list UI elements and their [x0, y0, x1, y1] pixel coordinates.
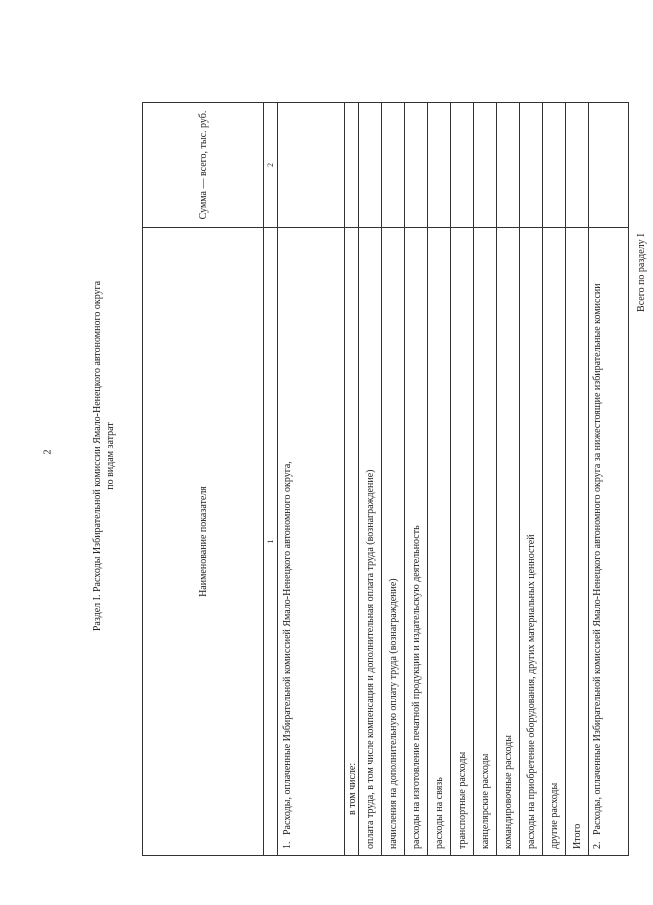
section1-label: Расходы, оплаченные Избирательной комиссией Ямало-Ненецкого автономного округа,: [282, 461, 293, 835]
column-index-1: 1: [264, 228, 278, 856]
table-row: [543, 103, 566, 856]
section-title: Раздел I. Расходы Избирательной комиссии Ямало-Ненецкого автономного округа: [92, 280, 103, 632]
sum-cell: [278, 103, 345, 228]
sum-cell: [474, 103, 497, 228]
row-label: [589, 228, 629, 856]
sum-cell: [543, 103, 566, 228]
table-row: [428, 103, 451, 856]
grand-total-label: Всего по разделу I: [635, 233, 647, 312]
sum-cell: [566, 103, 589, 228]
row-label: [278, 228, 345, 856]
expenses-table: [142, 102, 653, 856]
item-label: расходы на приобретение оборудования, других материальных ценностей: [520, 228, 543, 856]
table-row: [451, 103, 474, 856]
header-name: Наименование показателя: [143, 228, 264, 856]
sum-cell: [629, 103, 653, 228]
sum-cell: [589, 103, 629, 228]
header-sum: Сумма — всего, тыс. руб.: [143, 103, 264, 228]
table-row: [520, 103, 543, 856]
column-index-2: 2: [264, 103, 278, 228]
item-label: начисления на дополнительную оплату труда (вознаграждение): [382, 228, 405, 856]
row-number: 1.: [282, 841, 293, 849]
sum-cell: [405, 103, 428, 228]
subtotal-row: [566, 103, 589, 856]
item-label: канцелярские расходы: [474, 228, 497, 856]
section-subtitle: по видам затрат: [105, 422, 116, 490]
sum-cell: [382, 103, 405, 228]
grand-total-row: [629, 103, 653, 856]
table-row: [382, 103, 405, 856]
sum-cell: [497, 103, 520, 228]
item-label: оплата труда, в том числе компенсация и дополнительная оплата труда (вознаграждение): [359, 228, 382, 856]
including-label: в том числе:: [345, 228, 359, 856]
table-row: [474, 103, 497, 856]
item-label: командировочные расходы: [497, 228, 520, 856]
sum-cell: [359, 103, 382, 228]
table-row: [359, 103, 382, 856]
page-number: 2: [42, 449, 54, 455]
table-row: [345, 103, 359, 856]
table-row: [589, 103, 629, 856]
table-row: [278, 103, 345, 856]
rotated-page-content: [92, 56, 647, 856]
sum-cell: [428, 103, 451, 228]
sum-cell: [345, 103, 359, 228]
sum-cell: [451, 103, 474, 228]
sum-cell: [520, 103, 543, 228]
table-header-row: [143, 103, 264, 856]
item-label: транспортные расходы: [451, 228, 474, 856]
section2-label: Расходы, оплаченные Избирательной комиссией Ямало-Ненецкого автономного округа за нижестоящие избирательные комиссии: [592, 283, 603, 835]
table-row: [497, 103, 520, 856]
column-index-row: [264, 103, 278, 856]
item-label: расходы на связь: [428, 228, 451, 856]
row-number: 2.: [592, 841, 603, 849]
item-label: расходы на изготовление печатной продукции и издательскую деятельность: [405, 228, 428, 856]
subtotal-label: Итого: [566, 228, 589, 856]
table-row: [405, 103, 428, 856]
item-label: другие расходы: [543, 228, 566, 856]
